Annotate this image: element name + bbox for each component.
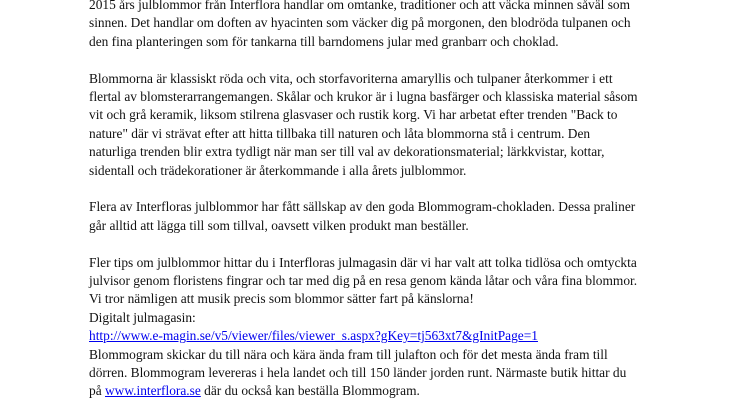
text-line: 2015 års julblommor från Interflora handlar om omtanke, traditioner och att väcka minnen såväl som [89,0,631,12]
text-line: flertal av blomsterarrangemangen. Skålar och krukor är i lugna basfärger och klassiska material såsom [89,89,638,105]
text-line: Vi tror nämligen att musik precis som blommor sätter fart på känslorna! [89,291,474,307]
digital-magazine-label: Digitalt julmagasin: [89,309,196,325]
paragraph-chocolate [89,198,649,235]
paragraph-intro [89,0,649,51]
last-line-suffix: där du också kan beställa Blommogram. [200,383,420,399]
text-line: dörren. Blommogram levereras i hela landet och till 150 länder jorden runt. Närmaste butik hittar du [89,365,627,381]
text-line: Blommogram skickar du till nära och kära ända fram till julafton och för det mesta ända fram till [89,346,608,362]
paragraph-magazine [89,254,649,401]
text-line: Flera av Interfloras julblommor har fått sällskap av den goda Blommogram-chokladen. Dessa praliner [89,199,636,215]
text-line: nature" där vi strävat efter att hitta tillbaka till naturen och låta blommorna stå i centrum. Den [89,125,591,141]
text-line: julvisor genom floristens fingrar och tar med dig på en resa genom kända låtar och våra fina blommor. [89,273,638,289]
text-line: går alltid att lägga till som tillval, oavsett vilken produkt man beställer. [89,217,469,233]
interflora-link[interactable]: www.interflora.se [105,383,201,399]
text-line: den fina planteringen som för tankarna till barndomens jular med granbarr och choklad. [89,33,559,49]
text-line: vit och grå keramik, liksom stilrena glasvaser och rustik korg. Vi har arbetat efter trenden "Back to [89,107,618,123]
document-page [89,0,649,401]
text-line: sinnen. Det handlar om doften av hyacinten som väcker dig på morgonen, den blodröda tulpanen och [89,15,631,31]
text-line: Blommorna är klassiskt röda och vita, och storfavoriterna amaryllis och tulpaner återkommer i ett [89,70,613,86]
magazine-link[interactable]: http://www.e-magin.se/v5/viewer/files/viewer_s.aspx?gKey=tj563xt7&gInitPage=1 [89,328,538,344]
paragraph-colors-materials [89,70,649,180]
text-line: naturliga trenden blir extra tydligt när man ser till val av dekorationsmaterial; lärkkvistar, kottar, [89,144,605,160]
text-line: Fler tips om julblommor hittar du i Interfloras julmagasin där vi har valt att tolka tidlösa och omtyckta [89,254,637,270]
magazine-line [89,327,649,345]
last-line-prefix: på [89,383,105,399]
last-line [89,382,649,400]
text-line: sidentall och trädekorationer är återkommande i alla årets julblommor. [89,162,467,178]
